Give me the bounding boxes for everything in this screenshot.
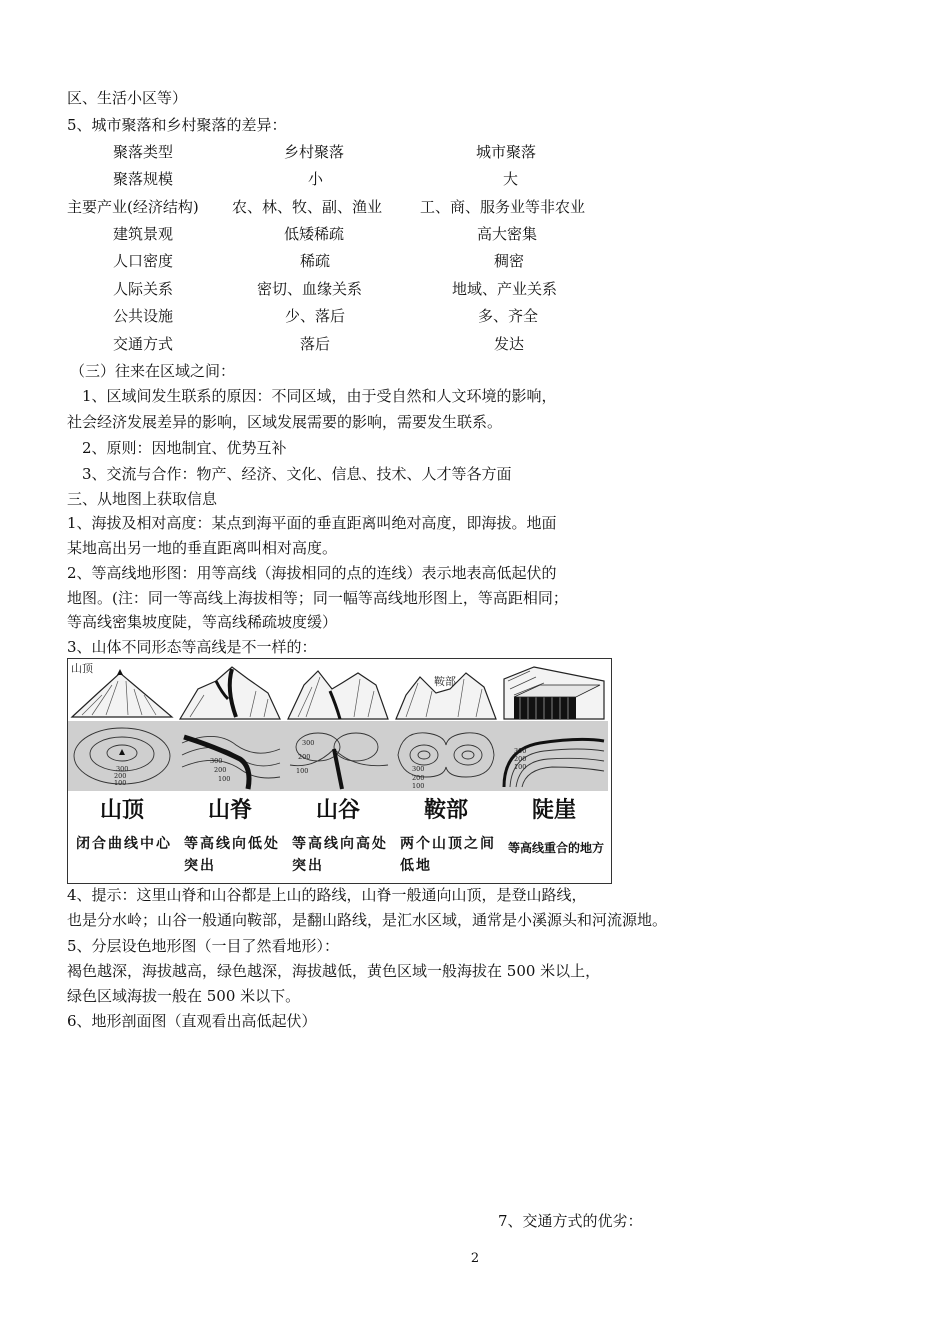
page-number: 2	[470, 1251, 480, 1266]
text-line: 5、分层设色地形图（一目了然看地形）：	[67, 937, 340, 955]
table-row-label: 公共设施	[113, 307, 174, 325]
text-line: 区、生活小区等）	[67, 89, 188, 107]
summit-sketch-label: 山顶	[71, 662, 93, 675]
contour-label: 200	[412, 774, 425, 782]
cliff-sketch-icon	[500, 659, 608, 791]
text-line: 1、区域间发生联系的原因：不同区域，由于受自然和人文环境的影响，	[82, 387, 557, 405]
contour-label: 300	[210, 757, 223, 765]
ridge-sketch-icon	[176, 659, 284, 791]
contour-label: 300	[116, 765, 129, 773]
valley-sketch-icon	[284, 659, 392, 791]
table-cell-village: 农、林、牧、副、渔业	[232, 198, 383, 216]
landform-description: 等高线重合的地方	[508, 841, 605, 855]
table-cell-village: 少、落后	[285, 307, 346, 325]
text-line: 绿色区域海拔一般在 500 米以下。	[67, 987, 301, 1005]
text-line: 4、提示：这里山脊和山谷都是上山的路线，山脊一般通向山顶，是登山路线，	[67, 886, 587, 904]
text-line: 等高线密集坡度陡，等高线稀疏坡度缓）	[67, 613, 338, 631]
panel-cliff	[500, 659, 608, 883]
landform-description: 等高线向低处突出	[184, 836, 280, 874]
text-line: 2、等高线地形图：用等高线（海拔相同的点的连线）表示地表高低起伏的	[67, 564, 557, 582]
table-row-label: 人口密度	[113, 252, 174, 270]
contour-label: 300	[412, 765, 425, 773]
table-row-label: 交通方式	[113, 335, 174, 353]
saddle-sketch-label: 鞍部	[434, 675, 456, 688]
contour-label: 200	[214, 766, 227, 774]
landform-description: 两个山顶之间低地	[400, 836, 496, 874]
table-row-label: 聚落规模	[113, 170, 174, 188]
table-cell-city: 多、齐全	[478, 307, 539, 325]
table-cell-village: 小	[308, 170, 324, 188]
text-line: 1、海拔及相对高度：某点到海平面的垂直距离叫绝对高度，即海拔。地面	[67, 514, 557, 532]
contour-label: 300	[302, 739, 315, 747]
text-line: 某地高出另一地的垂直距离叫相对高度。	[67, 539, 338, 557]
panel-saddle	[392, 659, 500, 883]
contour-label: 100	[296, 767, 309, 775]
table-cell-village: 低矮稀疏	[284, 225, 345, 243]
landform-description: 等高线向高处突出	[292, 836, 388, 874]
landform-name: 陡崖	[531, 798, 576, 823]
landform-name: 山谷	[315, 798, 360, 823]
table-row-label: 人际关系	[113, 280, 174, 298]
table-cell-village: 落后	[300, 335, 331, 353]
landform-name: 鞍部	[423, 798, 468, 823]
table-row-label: 主要产业(经济结构)	[67, 198, 199, 216]
table-cell-city: 高大密集	[477, 225, 538, 243]
table-cell-village: 稀疏	[300, 252, 331, 270]
landform-contour-figure	[67, 658, 612, 884]
landform-name: 山脊	[207, 798, 252, 823]
contour-label: 100	[114, 779, 127, 787]
panel-summit	[68, 659, 176, 883]
landform-description: 闭合曲线中心	[76, 836, 172, 852]
panel-ridge	[176, 659, 284, 883]
text-line: 社会经济发展差异的影响，区域发展需要的影响，需要发生联系。	[67, 413, 503, 431]
section-heading: 5、城市聚落和乡村聚落的差异：	[67, 116, 287, 134]
contour-label: 200	[298, 753, 311, 761]
table-cell-village: 密切、血缘关系	[257, 280, 363, 298]
text-line: 6、地形剖面图（直观看出高低起伏）	[67, 1012, 317, 1030]
table-cell-city: 稠密	[494, 252, 525, 270]
table-cell-city: 发达	[494, 335, 525, 353]
contour-label: 100	[514, 763, 527, 771]
table-row-label: 建筑景观	[113, 225, 174, 243]
section-heading: 三、从地图上获取信息	[67, 490, 218, 508]
table-cell-village: 乡村聚落	[284, 143, 345, 161]
table-cell-city: 地域、产业关系	[452, 280, 558, 298]
text-line: 褐色越深，海拔越高，绿色越深，海拔越低，黄色区域一般海拔在 500 米以上，	[67, 962, 601, 980]
text-line: 3、交流与合作：物产、经济、文化、信息、技术、人才等各方面	[82, 465, 512, 483]
text-line: 2、原则：因地制宜、优势互补	[82, 439, 287, 457]
contour-label: 200	[514, 755, 527, 763]
contour-label: 200	[114, 772, 127, 780]
table-row-label: 聚落类型	[113, 143, 174, 161]
text-line: 7、交通方式的优劣：	[498, 1212, 643, 1230]
contour-label: 300	[514, 747, 527, 755]
contour-label: 100	[218, 775, 231, 783]
text-line: 3、山体不同形态等高线是不一样的：	[67, 638, 317, 656]
text-line: 也是分水岭；山谷一般通向鞍部，是翻山路线，是汇水区域，通常是小溪源头和河流源地。	[67, 911, 668, 929]
landform-name: 山顶	[99, 798, 144, 823]
table-cell-city: 城市聚落	[476, 143, 537, 161]
table-cell-city: 大	[503, 170, 519, 188]
text-line: 地图。(注：同一等高线上海拔相等；同一幅等高线地形图上，等高距相同；	[67, 589, 568, 607]
table-cell-city: 工、商、服务业等非农业	[420, 198, 586, 216]
saddle-sketch-icon	[392, 659, 500, 791]
summit-sketch-icon	[68, 659, 176, 791]
panel-valley	[284, 659, 392, 883]
contour-label: 100	[412, 782, 425, 790]
section-heading: （三）往来在区域之间：	[70, 362, 236, 380]
